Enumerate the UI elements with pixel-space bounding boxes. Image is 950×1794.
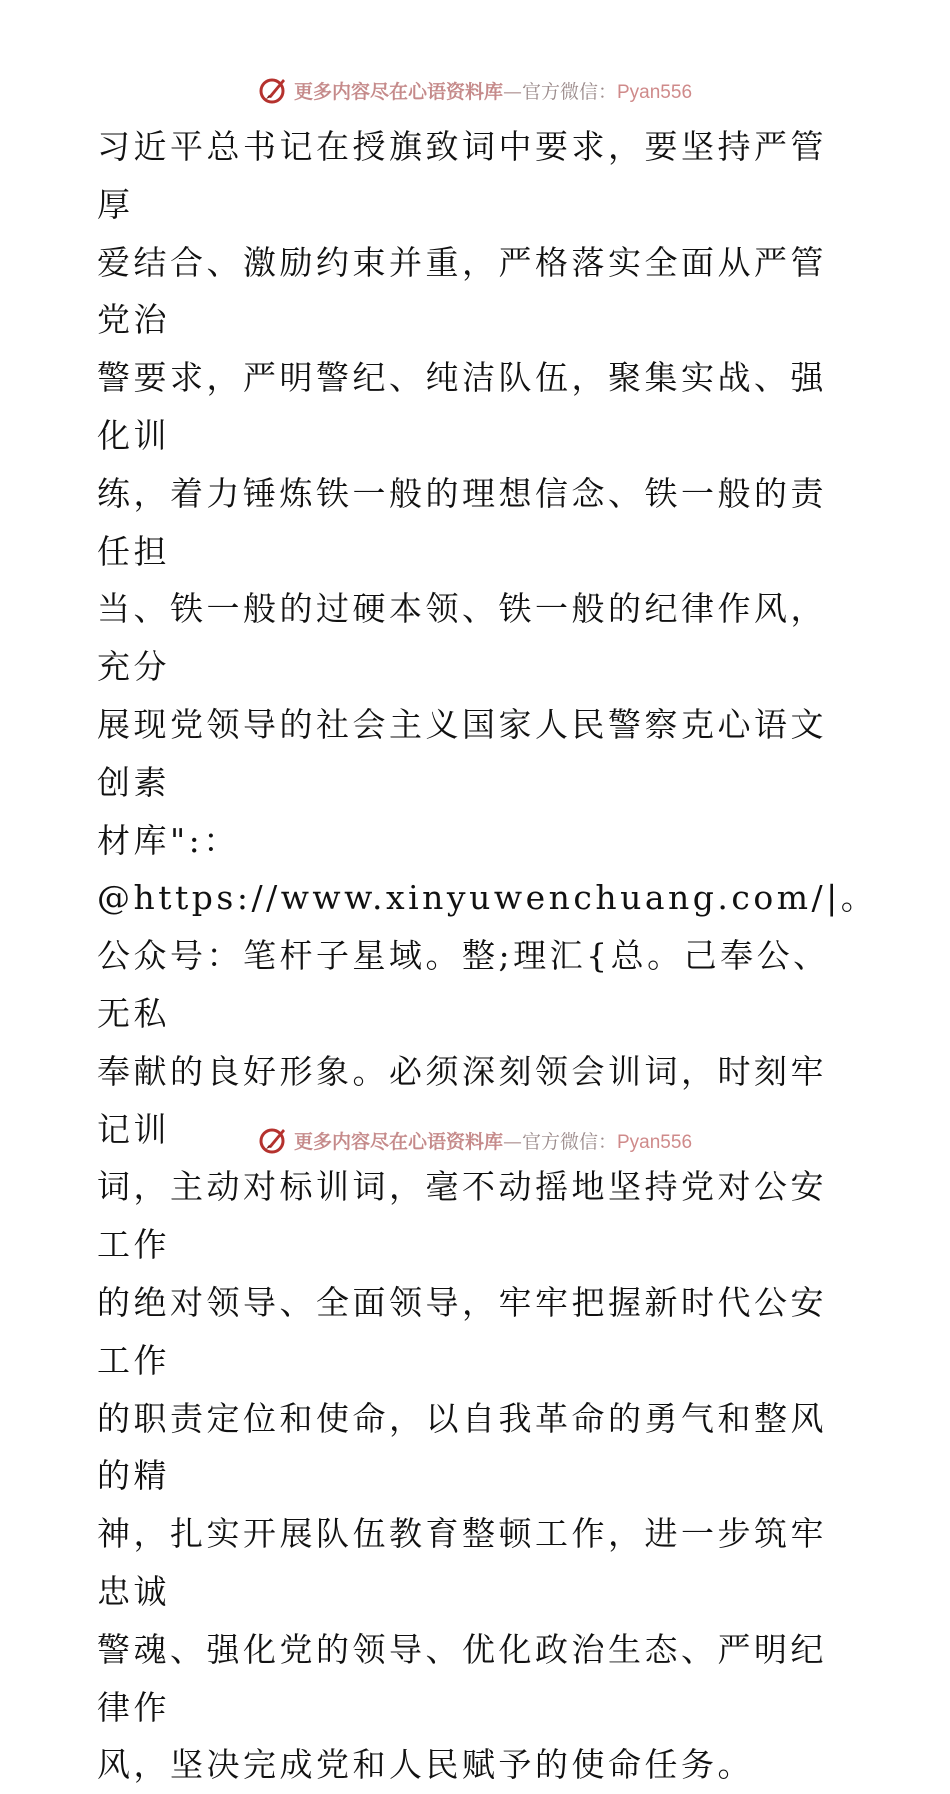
quill-logo-icon bbox=[258, 1125, 288, 1155]
header-banner-dash: — bbox=[502, 80, 522, 103]
document-body-text: 习近平总书记在授旗致词中要求，要坚持严管厚 爱结合、激励约束并重，严格落实全面从严管党治 警要求，严明警纪、纯洁队伍，聚集实战、强化训 练，着力锤炼铁一般的理想信念、铁一般的责任担 当、铁一般的过硬本领、铁一般的纪律作风，充分 展现党领导的社会主义国家人民警察克心语文创素 材库":：@https://www.xinyuwenchuang.com/|。 公众号：笔杆子星域。整;理汇{总。己奉公、无私 奉献的良好形象。必须深刻领会训词，时刻牢记训 词，主动对标训词，毫不动摇地坚持党对公安工作 的绝对领导、全面领导，牢牢把握新时代公安工作 的职责定位和使命，以自我革命的勇气和整风的精 神，扎实开展队伍教育整顿工作，进一步筑牢忠诚 警魂、强化党的领导、优化政治生态、严明纪律作 风，坚决完成党和人民赋予的使命任务。 bbox=[97, 127, 878, 1785]
header-banner-wechat-handle: Pyan556 bbox=[617, 81, 693, 103]
header-banner-title: 更多内容尽在心语资料库 bbox=[293, 80, 503, 103]
header-banner-text bbox=[294, 77, 692, 104]
footer-banner-wechat-label: 官方微信： bbox=[521, 1130, 617, 1153]
footer-banner-text bbox=[294, 1127, 692, 1154]
quill-logo-icon bbox=[258, 75, 288, 105]
footer-banner-title: 更多内容尽在心语资料库 bbox=[293, 1130, 503, 1153]
footer-banner-wechat-handle: Pyan556 bbox=[617, 1131, 693, 1153]
footer-banner bbox=[0, 1120, 950, 1160]
footer-banner-dash: — bbox=[502, 1130, 522, 1153]
header-banner bbox=[0, 70, 950, 110]
header-banner-wechat-label: 官方微信： bbox=[521, 80, 617, 103]
